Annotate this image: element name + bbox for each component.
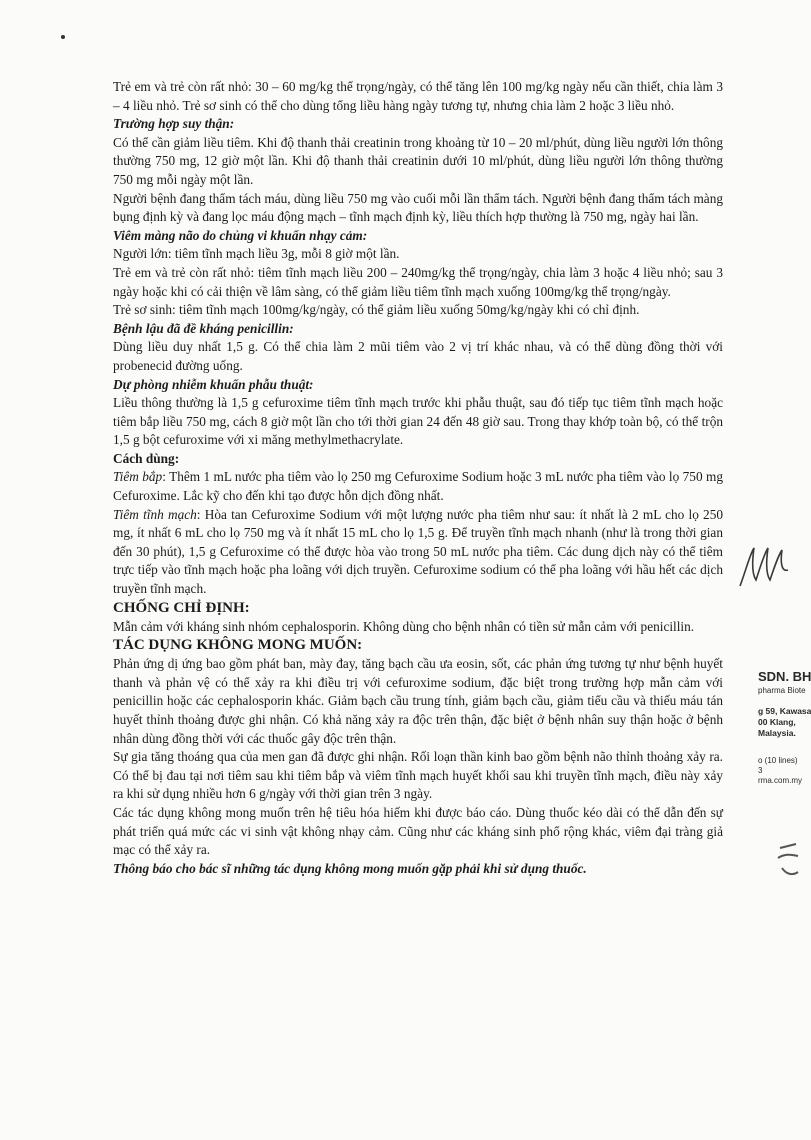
stamp-contact bbox=[758, 756, 802, 786]
stamp-address-line-3: Malaysia. bbox=[758, 728, 796, 738]
subsection-heading: Trường hợp suy thận: bbox=[113, 116, 235, 132]
body-paragraph: Sự gia tăng thoáng qua của men gan đã được ghi nhận. Rối loạn thần kinh bao gồm bệnh não thỉnh thoảng xảy ra. Có thể bị đau tại nơi tiêm sau khi tiêm bắp và viêm tĩnh mạch huyết khối sau khi truyền tĩnh mạch, điều này xảy ra khi sử dụng nhiều hơn 6 g/ngày với thời gian trên 3 ngày. bbox=[113, 749, 723, 802]
body-paragraph: Liều thông thường là 1,5 g cefuroxime tiêm tĩnh mạch trước khi phẫu thuật, sau đó tiếp tục tiêm tĩnh mạch hoặc tiêm bắp liều 750 mg, cách 8 giờ một lần cho tới thời gian 24 đến 48 giờ sau. Trong thay khớp toàn bộ, có thể trộn 1,5 g bột cefuroxime với xi măng methylmethacrylate. bbox=[113, 395, 723, 448]
subsection-heading: Bệnh lậu đã đề kháng penicillin: bbox=[113, 320, 294, 336]
stamp-contact-line-1: o (10 lines) bbox=[758, 756, 798, 765]
body-paragraph: Trẻ sơ sinh: tiêm tĩnh mạch 100mg/kg/ngày, có thể giảm liều xuống 50mg/kg/ngày khi có chỉ định. bbox=[113, 302, 640, 318]
paragraph-lead: Tiêm tĩnh mạch bbox=[113, 506, 197, 522]
subsection-heading: Dự phòng nhiễm khuẩn phẫu thuật: bbox=[113, 376, 314, 392]
body-paragraph: Mẫn cảm với kháng sinh nhóm cephalosporin. Không dùng cho bệnh nhân có tiền sử mẫn cảm với penicillin. bbox=[113, 618, 695, 634]
body-paragraph: Các tác dụng không mong muốn trên hệ tiêu hóa hiếm khi được báo cáo. Dùng thuốc kéo dài có thể dẫn đến sự phát triển quá mức các vi sinh vật không nhạy cảm. Cũng như các kháng sinh phổ rộng khác, viêm đại tràng giả mạc có thể xảy ra. bbox=[113, 804, 723, 858]
stamp-address-line-2: 00 Klang, bbox=[758, 717, 796, 727]
paragraph-lead: Tiêm bắp bbox=[113, 469, 163, 485]
stamp-company-name: SDN. BH bbox=[758, 669, 811, 684]
body-paragraph: Trẻ em và trẻ còn rất nhỏ: 30 – 60 mg/kg thể trọng/ngày, có thể tăng lên 100 mg/kg ngày nếu cần thiết, chia làm 3 – 4 liều nhỏ. Trẻ sơ sinh có thể cho dùng tổng liều hàng ngày tương tự, nhưng chia làm 2 hoặc 3 liều nhỏ. bbox=[113, 79, 723, 113]
paragraph-text: : Thêm 1 mL nước pha tiêm vào lọ 250 mg Cefuroxime Sodium hoặc 3 mL nước pha tiêm vào lọ 750 mg Cefuroxime. Lắc kỹ cho đến khi tạo được hỗn dịch đồng nhất. bbox=[113, 469, 723, 504]
subsection-heading: Cách dùng: bbox=[113, 450, 180, 466]
body-paragraph: Trẻ em và trẻ còn rất nhỏ: tiêm tĩnh mạch liều 200 – 240mg/kg thể trọng/ngày, chia làm 3 hoặc 4 liều nhỏ; sau 3 ngày hoặc khi có cải thiện về lâm sàng, có thể giảm liều tiêm tĩnh mạch xuống 100mg/kg thể trọng/ngày. bbox=[113, 264, 723, 299]
closing-notice: Thông báo cho bác sĩ những tác dụng không mong muốn gặp phải khi sử dụng thuốc. bbox=[113, 860, 587, 876]
scan-speck bbox=[61, 35, 65, 39]
body-paragraph: Người lớn: tiêm tĩnh mạch liều 3g, mỗi 8 giờ một lần. bbox=[113, 246, 400, 262]
body-paragraph: Có thể cần giảm liều tiêm. Khi độ thanh thải creatinin trong khoảng từ 10 – 20 ml/phút, dùng liều người lớn thông thường 750 mg, 12 giờ một lần. Khi độ thanh thải creatinin dưới 10 ml/phút, dùng liều người lớn thông thường 750 mg mỗi ngày một lần. bbox=[113, 134, 723, 187]
body-paragraph bbox=[113, 506, 723, 599]
stamp-company-subtitle: pharma Biote bbox=[758, 686, 806, 695]
stamp-contact-line-3: rma.com.my bbox=[758, 776, 802, 785]
subsection-heading: Viêm màng não do chủng vi khuẩn nhạy cảm: bbox=[113, 227, 368, 243]
handwritten-signature bbox=[736, 540, 792, 592]
paragraph-text: : Hòa tan Cefuroxime Sodium với một lượng nước pha tiêm như sau: ít nhất là 2 mL cho lọ 250 mg, ít nhất 6 mL cho lọ 750 mg và ít nhất 15 mL cho lọ 1,5 g. Để truyền tĩnh mạch nhanh (như là trong thời gian đến 30 phút), 1,5 g Cefuroxime có thể được hòa vào trong 50 mL nước pha tiêm. Các dung dịch này có thể tiêm trực tiếp vào tĩnh mạch hoặc pha loãng với dịch truyền. Cefuroxime sodium có thể pha loãng với hầu hết các dịch truyền tĩnh mạch. bbox=[113, 506, 724, 597]
body-paragraph: Phản ứng dị ứng bao gồm phát ban, mày đay, tăng bạch cầu ưa eosin, sốt, các phản ứng tương tự như bệnh huyết thanh và phản vệ có thể xảy ra khi điều trị với cefuroxime sodium, đặc biệt trong trường hợp mẫn cảm với penicillin hoặc các cephalosporin khác. Giảm bạch cầu trung tính, giảm bạch cầu, giảm tiểu cầu và thiếu máu tán huyết thỉnh thoảng được ghi nhận. Có khả năng xảy ra độc trên thận, đặc biệt ở bệnh nhân suy thận hoặc ở bệnh nhân dùng đồng thời với các thuốc gây độc trên thận. bbox=[113, 656, 723, 746]
section-heading: CHỐNG CHỈ ĐỊNH: bbox=[113, 599, 250, 616]
body-paragraph: Người bệnh đang thẩm tách máu, dùng liều 750 mg vào cuối mỗi lần thẩm tách. Người bệnh đang thẩm tách màng bụng định kỳ và đang lọc máu động mạch – tĩnh mạch định kỳ, liều thích hợp thường là 750 mg, ngày hai lần. bbox=[113, 190, 723, 225]
stamp-contact-line-2: 3 bbox=[758, 766, 763, 775]
stamp-address bbox=[758, 706, 811, 739]
stamp-fragment-mark bbox=[776, 842, 799, 882]
stamp-address-line-1: g 59, Kawasa bbox=[758, 706, 811, 716]
body-paragraph: Dùng liều duy nhất 1,5 g. Có thể chia làm 2 mũi tiêm vào 2 vị trí khác nhau, và có thể dùng đồng thời với probenecid đường uống. bbox=[113, 339, 723, 373]
body-paragraph bbox=[113, 468, 723, 505]
document-body bbox=[113, 78, 723, 878]
section-heading: TÁC DỤNG KHÔNG MONG MUỐN: bbox=[113, 637, 363, 654]
